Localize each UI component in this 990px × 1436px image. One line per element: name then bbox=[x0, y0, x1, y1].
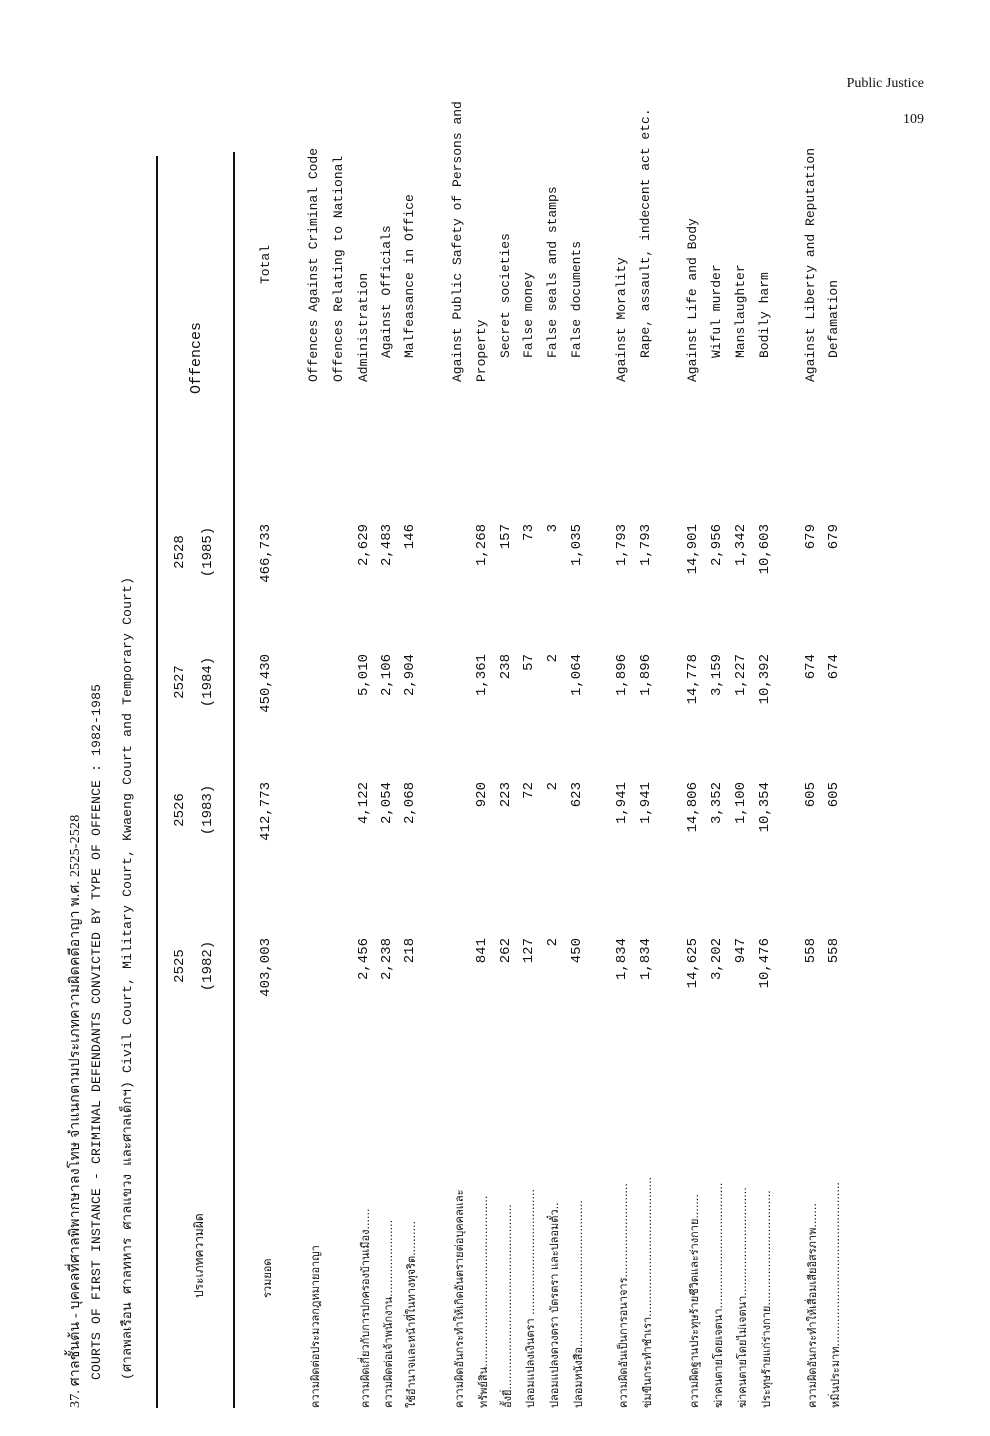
cell-value: 5,010 bbox=[356, 654, 372, 697]
table-row bbox=[803, 147, 827, 1408]
table-row bbox=[757, 150, 781, 1408]
table-row bbox=[826, 150, 850, 1408]
cell-value: 146 bbox=[402, 524, 418, 550]
cell-value: 2,238 bbox=[379, 938, 395, 981]
cell-value: 14,625 bbox=[685, 938, 701, 989]
cell-value: 920 bbox=[474, 782, 490, 808]
cell-value: 450 bbox=[569, 938, 585, 964]
table-top-rule bbox=[156, 156, 158, 1408]
table-title-english: COURTS OF FIRST INSTANCE - CRIMINAL DEFENDANTS CONVICTED BY TYPE OF OFFENCE : 1982-1985 bbox=[89, 683, 104, 1380]
year-ce: (1984) bbox=[200, 656, 216, 708]
row-label-english: False money bbox=[521, 272, 536, 358]
cell-value: 1,896 bbox=[638, 654, 654, 697]
cell-value: 2 bbox=[545, 782, 561, 791]
cell-value: 1,035 bbox=[569, 524, 585, 567]
header-offence-type-thai: ประเภทความผิด bbox=[192, 1213, 206, 1298]
cell-value: 10,476 bbox=[757, 938, 773, 989]
row-label-english: False seals and stamps bbox=[545, 186, 560, 358]
cell-value: 1,268 bbox=[474, 524, 490, 567]
row-label-thai: ข่มขืนกระทำชำเรา........................................ bbox=[641, 1176, 654, 1408]
row-label-english: Total bbox=[258, 244, 273, 284]
year-be: 2526 bbox=[172, 793, 188, 827]
cell-value: 14,806 bbox=[685, 782, 701, 833]
cell-value: 127 bbox=[521, 938, 537, 964]
cell-value: 1,896 bbox=[614, 654, 630, 697]
row-label-thai: ทรัพย์สิน................................................. bbox=[477, 1195, 490, 1408]
table-row bbox=[521, 150, 545, 1408]
cell-value: 2,956 bbox=[709, 524, 725, 567]
row-label-thai: ประทุษร้ายแก่ร่างกาย................................. bbox=[760, 1190, 773, 1408]
cell-value: 947 bbox=[733, 938, 749, 964]
row-label-english: Rape, assault, indecent act etc. bbox=[638, 108, 653, 358]
table-row bbox=[331, 150, 355, 1408]
cell-value: 2,904 bbox=[402, 654, 418, 697]
cell-value: 1,100 bbox=[733, 782, 749, 825]
cell-value: 238 bbox=[498, 654, 514, 680]
cell-value: 3,352 bbox=[709, 782, 725, 825]
row-label-thai: ปลอมหนังสือ.......................................... bbox=[572, 1200, 585, 1408]
cell-value: 674 bbox=[803, 654, 819, 680]
row-label-english: False documents bbox=[569, 240, 584, 358]
cell-value: 1,941 bbox=[614, 782, 630, 825]
row-label-english: Secret societies bbox=[498, 233, 513, 358]
row-label-english: Against Life and Body bbox=[685, 218, 700, 382]
year-be: 2527 bbox=[172, 665, 188, 699]
cell-value: 10,392 bbox=[757, 654, 773, 705]
row-label-thai: ความผิดต่อประมวลกฎหมายอาญา bbox=[309, 1245, 322, 1408]
cell-value: 2,483 bbox=[379, 524, 395, 567]
cell-value: 2,629 bbox=[356, 524, 372, 567]
cell-value: 10,603 bbox=[757, 524, 773, 575]
cell-value: 3,202 bbox=[709, 938, 725, 981]
year-be: 2528 bbox=[172, 535, 188, 569]
table-row bbox=[356, 150, 380, 1408]
row-label-thai: ฆ่าคนตายโดยเจตนา.................................... bbox=[712, 1182, 725, 1408]
cell-value: 558 bbox=[826, 938, 842, 964]
row-label-thai: ความผิดเกี่ยวกับการปกครองบ้านเมือง...... bbox=[359, 1208, 372, 1408]
cell-value: 1,941 bbox=[638, 782, 654, 825]
row-label-english: Against Morality bbox=[614, 257, 629, 382]
table-row bbox=[780, 150, 804, 1408]
cell-value: 3,159 bbox=[709, 654, 725, 697]
cell-value: 10,354 bbox=[757, 782, 773, 833]
year-header-1985 bbox=[166, 522, 222, 582]
row-label-english: Administration bbox=[356, 272, 371, 382]
cell-value: 450,430 bbox=[258, 654, 274, 713]
cell-value: 2 bbox=[545, 938, 561, 947]
cell-value: 1,793 bbox=[614, 524, 630, 567]
table-row bbox=[569, 150, 593, 1408]
cell-value: 403,003 bbox=[258, 938, 274, 997]
table-row bbox=[638, 108, 662, 1408]
table-row bbox=[545, 150, 569, 1408]
row-label-thai: หมิ่นประมาท............................................... bbox=[829, 1182, 842, 1408]
cell-value: 1,361 bbox=[474, 654, 490, 697]
row-label-thai: ปลอมแปลงเงินตรา .................................... bbox=[524, 1188, 537, 1408]
table-title-thai: 37. ศาลชั้นต้น - บุคคลที่ศาลพิพากษาลงโทษ จำแนกตามประเภทความผิดคดีอาญา พ.ศ. 2525-2528 bbox=[68, 814, 83, 1408]
table-row bbox=[685, 150, 709, 1408]
cell-value: 841 bbox=[474, 938, 490, 964]
cell-value: 14,778 bbox=[685, 654, 701, 705]
table-row bbox=[733, 150, 757, 1408]
page-number: 109 bbox=[903, 112, 924, 127]
year-header-1983 bbox=[166, 780, 222, 840]
cell-value: 2,106 bbox=[379, 654, 395, 697]
year-ce: (1983) bbox=[200, 784, 216, 836]
row-label-english: Bodily harm bbox=[757, 272, 772, 358]
cell-value: 605 bbox=[826, 782, 842, 808]
cell-value: 1,793 bbox=[638, 524, 654, 567]
row-label-english: Property bbox=[474, 319, 489, 382]
cell-value: 14,901 bbox=[685, 524, 701, 575]
year-ce: (1985) bbox=[200, 526, 216, 578]
cell-value: 412,773 bbox=[258, 782, 274, 841]
cell-value: 466,733 bbox=[258, 524, 274, 583]
header-bottom-rule bbox=[233, 152, 235, 1408]
cell-value: 262 bbox=[498, 938, 514, 964]
cell-value: 623 bbox=[569, 782, 585, 808]
table-row bbox=[450, 101, 474, 1408]
table-row bbox=[428, 150, 452, 1408]
cell-value: 679 bbox=[803, 524, 819, 550]
row-label-thai: ความผิดต่อเจ้าพนักงาน...................... bbox=[382, 1219, 395, 1408]
row-label-english: Defamation bbox=[826, 279, 841, 358]
table-row bbox=[258, 150, 282, 1408]
row-label-thai: รวมยอด bbox=[261, 1258, 274, 1298]
row-label-thai: ฆ่าคนตายโดยไม่เจตนา............................... bbox=[736, 1187, 749, 1408]
table-row bbox=[306, 147, 330, 1408]
row-label-english: Against Officials bbox=[379, 225, 394, 358]
cell-value: 1,227 bbox=[733, 654, 749, 697]
cell-value: 2,456 bbox=[356, 938, 372, 981]
table-row bbox=[709, 150, 733, 1408]
cell-value: 223 bbox=[498, 782, 514, 808]
row-label-english: Offences Against Criminal Code bbox=[306, 147, 321, 382]
year-ce: (1982) bbox=[200, 940, 216, 992]
cell-value: 4,122 bbox=[356, 782, 372, 825]
row-label-thai: ปลอมแปลงดวงตรา บัตรตรา และปลอมตั๋ว.. bbox=[548, 1202, 561, 1408]
cell-value: 3 bbox=[545, 524, 561, 533]
cell-value: 605 bbox=[803, 782, 819, 808]
row-label-thai: ใช้อำนาจและหน้าที่ในทางทุจริต.......... bbox=[405, 1220, 418, 1408]
cell-value: 558 bbox=[803, 938, 819, 964]
row-label-english: Offences Relating to National bbox=[331, 155, 346, 382]
row-label-english: Manslaughter bbox=[733, 264, 748, 358]
table-row bbox=[379, 150, 403, 1408]
row-label-thai: ความผิดฐานประทุษร้ายชีวิตและร่างกาย....... bbox=[688, 1194, 701, 1408]
cell-value: 679 bbox=[826, 524, 842, 550]
year-header-1984 bbox=[166, 652, 222, 712]
row-label-thai: ความผิดอันกระทำให้เสื่อมเสียอิสรภาพ....... bbox=[806, 1203, 819, 1408]
running-head-title: Public Justice bbox=[846, 76, 924, 91]
cell-value: 157 bbox=[498, 524, 514, 550]
cell-value: 1,834 bbox=[638, 938, 654, 981]
cell-value: 1,064 bbox=[569, 654, 585, 697]
table-subtitle: (ศาลพลเรือน ศาลทหาร ศาลแขวง และศาลเด็กฯ) Civil Court, Military Court, Kwaeng Court and Temporary Court) bbox=[120, 576, 135, 1380]
cell-value: 1,834 bbox=[614, 938, 630, 981]
row-label-english: Malfeasance in Office bbox=[402, 194, 417, 358]
table-row bbox=[663, 150, 687, 1408]
header-offences: Offences bbox=[188, 321, 205, 394]
table-row bbox=[474, 150, 498, 1408]
table-row bbox=[402, 150, 426, 1408]
cell-value: 1,342 bbox=[733, 524, 749, 567]
cell-value: 218 bbox=[402, 938, 418, 964]
cell-value: 72 bbox=[521, 782, 537, 799]
table-row bbox=[498, 150, 522, 1408]
row-label-english: Against Public Safety of Persons and bbox=[450, 101, 465, 382]
cell-value: 674 bbox=[826, 654, 842, 680]
cell-value: 2 bbox=[545, 654, 561, 663]
cell-value: 57 bbox=[521, 654, 537, 671]
row-label-thai: ความผิดอันเป็นการอนาจาร........................... bbox=[617, 1183, 630, 1408]
year-header-1982 bbox=[166, 936, 222, 996]
cell-value: 2,068 bbox=[402, 782, 418, 825]
table-row bbox=[614, 150, 638, 1408]
row-label-english: Against Liberty and Reputation bbox=[803, 147, 818, 382]
row-label-thai: ความผิดอันกระทำให้เกิดอันตรายต่อบุคคลและ bbox=[453, 1189, 466, 1408]
year-be: 2525 bbox=[172, 949, 188, 983]
row-label-thai: อั้งยี่..................................................... bbox=[501, 1204, 514, 1408]
row-label-english: Wiful murder bbox=[709, 264, 724, 358]
cell-value: 73 bbox=[521, 524, 537, 541]
cell-value: 2,054 bbox=[379, 782, 395, 825]
